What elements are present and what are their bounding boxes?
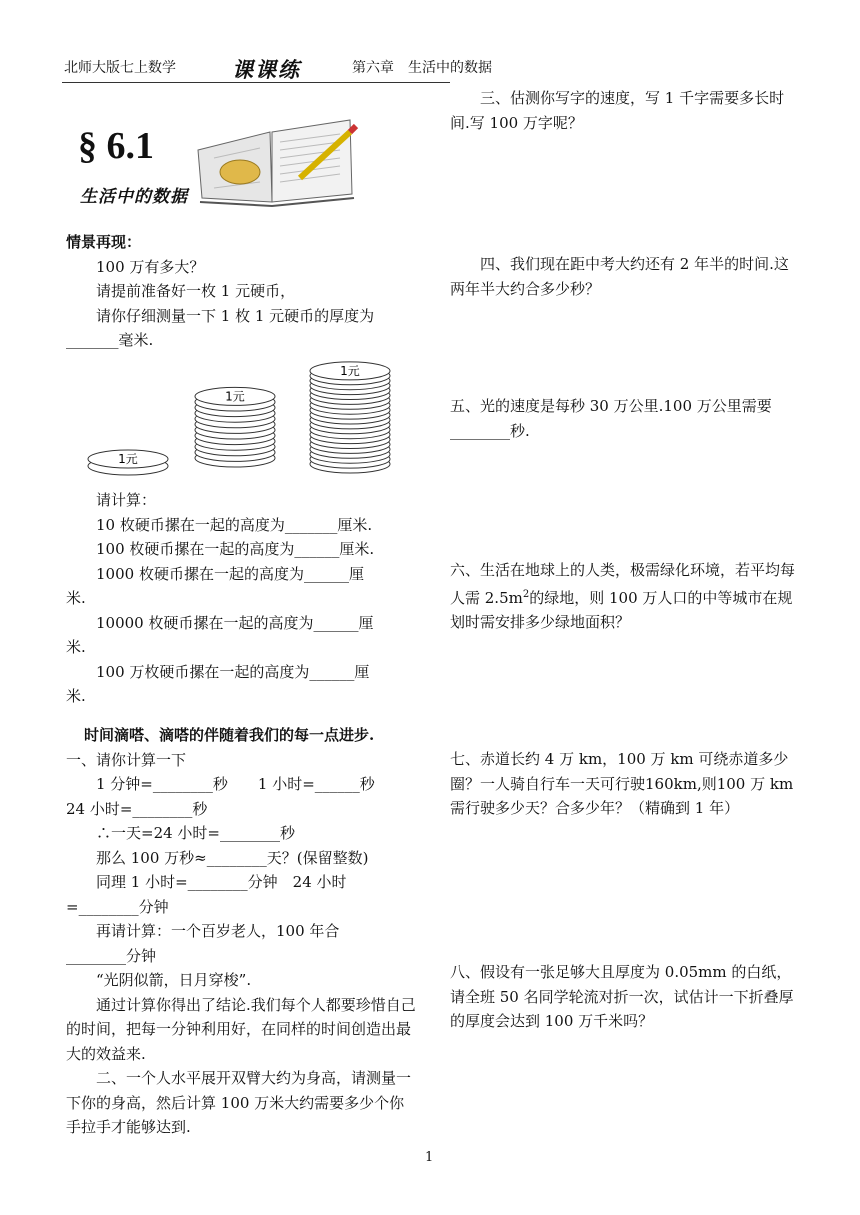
question-8-text: 八、假设有一张足够大且厚度为 0.05mm 的白纸，请全班 50 名同学轮流对折一次，试估计一下折叠厚的厚度会达到 100 万千米吗？: [450, 963, 794, 1030]
question-5-text: 五、光的速度是每秒 30 万公里.100 万公里需要: [450, 397, 772, 415]
header-chapter: 第六章 生活中的数据: [352, 60, 492, 76]
quote: “光阴似箭，日月穿梭”.: [96, 971, 252, 989]
calc-line: 10000 枚硬币摞在一起的高度为______厘: [96, 613, 374, 632]
coin-label: 1元: [225, 389, 245, 404]
question-5-blank: ________秒.: [450, 421, 530, 440]
page-number: 1: [425, 1150, 434, 1165]
coin-label: 1元: [340, 363, 360, 378]
scene-heading: 情景再现：: [66, 233, 142, 251]
question-4-text: 四、我们现在距中考大约还有 2 年半的时间.这两年半大约合多少秒？: [450, 255, 789, 298]
header-book-title: 北师大版七上数学: [64, 60, 176, 76]
question-4: [450, 252, 796, 301]
section-title: 生活中的数据: [80, 187, 188, 207]
q6-part-a: 六、生活在地球上的人类，极需绿化环境，若平均每人需 2.5m: [450, 561, 796, 607]
calc-line: 100 枚硬币摞在一起的高度为______厘米.: [96, 540, 375, 558]
coin-stack-large: [310, 362, 390, 473]
calc-intro: 请计算：: [96, 491, 157, 509]
calc-line: 米.: [66, 687, 86, 705]
question-6: [450, 558, 796, 635]
time-heading: 时间滴嗒、滴嗒的伴随着我们的每一点进步.: [84, 726, 375, 744]
header-rule: [62, 82, 450, 83]
q1-line: ∴一天=24 小时=________秒: [96, 824, 295, 842]
scene-line: 100 万有多大？: [96, 257, 205, 276]
q1-line: 24 小时=________秒: [66, 799, 208, 818]
q1-line: 再请计算：一个百岁老人，100 年合: [96, 922, 340, 940]
q1-line: =________分钟: [66, 897, 169, 916]
q1-line: ________分钟: [66, 946, 157, 965]
single-coin: [88, 450, 168, 475]
coin-label: 1元: [118, 452, 138, 466]
question-6-text: [450, 558, 796, 635]
coin-stack-10: [195, 387, 275, 467]
question-7: [450, 747, 796, 821]
question-2: 二、一个人水平展开双臂大约为身高，请测量一下你的身高，然后计算 100 万米大约需要多少个你手拉手才能够达到.: [66, 1069, 412, 1136]
section-number: § 6.1: [78, 125, 154, 167]
q1-line: 那么 100 万秒≈________天？(保留整数): [96, 848, 369, 867]
q1-line: 1 分钟=________秒 1 小时=______秒: [96, 775, 375, 793]
calc-line: 100 万枚硬币摞在一起的高度为______厘: [96, 662, 370, 681]
scene-line: _______毫米.: [66, 331, 154, 349]
calc-line: 米.: [66, 589, 86, 607]
question-3: [450, 86, 796, 135]
q6-part-b: 的绿地，则 100 万人口的中等城市在规划时需安排多少绿地面积？: [450, 588, 793, 631]
question-1-title: 一、请你计算一下: [66, 750, 187, 769]
left-column: [66, 230, 414, 353]
question-3-text: 三、估测你写字的速度，写 1 千字需要多长时间.写 100 万字呢？: [450, 89, 785, 132]
conclusion: 通过计算你得出了结论.我们每个人都要珍惜自己的时间，把每一分钟利用好，在同样的时间创造出最大的效益来.: [66, 995, 416, 1063]
scene-line: 请你仔细测量一下 1 枚 1 元硬币的厚度为: [96, 306, 375, 325]
calc-line: 10 枚硬币摞在一起的高度为_______厘米.: [96, 515, 373, 534]
open-book-illustration: [190, 110, 360, 210]
scene-line: 请提前准备好一枚 1 元硬币，: [96, 282, 296, 300]
question-8: [450, 960, 796, 1034]
coin-stacks-illustration: [80, 358, 420, 480]
left-column-calc: [66, 488, 414, 709]
header-brand-logo: 课课练: [232, 57, 301, 82]
q1-line: 同理 1 小时=________分钟 24 小时: [96, 873, 347, 891]
calc-line: 1000 枚硬币摞在一起的高度为______厘: [96, 564, 364, 583]
q6-superscript: 2: [522, 588, 530, 600]
question-5: [450, 394, 796, 443]
question-7-text: 七、赤道长约 4 万 km，100 万 km 可绕赤道多少圈？一人骑自行车一天可行驶160km,则100 万 km 需行驶多少天？合多少年？（精确到 1 年）: [450, 750, 794, 817]
calc-line: 米.: [66, 638, 86, 656]
left-column-time: [66, 723, 416, 1140]
